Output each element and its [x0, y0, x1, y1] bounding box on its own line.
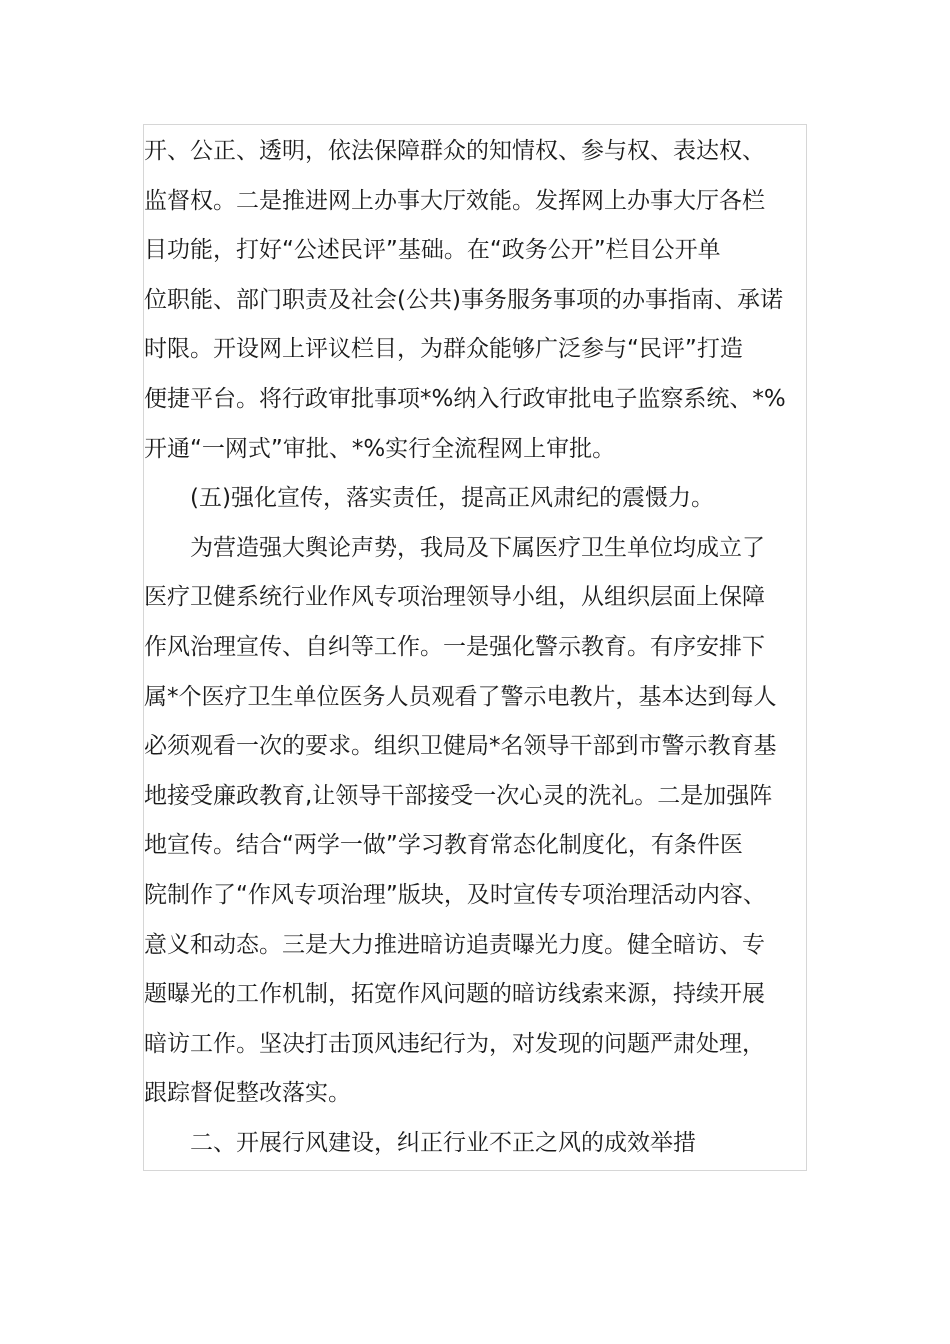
text-line: 地接受廉政教育,让领导干部接受一次心灵的洗礼。二是加强阵: [144, 782, 773, 809]
text-line: 时限。开设网上评议栏目，为群众能够广泛参与“民评”打造: [144, 336, 743, 363]
chapter-heading: 二、开展行风建设，纠正行业不正之风的成效举措: [190, 1129, 696, 1156]
text-line: 医疗卫健系统行业作风专项治理领导小组，从组织层面上保障: [144, 584, 765, 611]
text-line: 暗访工作。坚决打击顶风违纪行为，对发现的问题严肃处理，: [144, 1030, 765, 1057]
paragraph-start: 为营造强大舆论声势，我局及下属医疗卫生单位均成立了: [190, 534, 765, 561]
text-line: 位职能、部门职责及社会(公共)事务服务事项的办事指南、承诺: [144, 286, 783, 313]
text-line: 跟踪督促整改落实。: [144, 1080, 351, 1107]
text-line: 属*个医疗卫生单位医务人员观看了警示电教片，基本达到每人: [144, 683, 777, 710]
text-line: 便捷平台。将行政审批事项*%纳入行政审批电子监察系统、*%: [144, 385, 786, 412]
text-line: 地宣传。结合“两学一做”学习教育常态化制度化，有条件医: [144, 832, 743, 859]
text-line: 意义和动态。三是大力推进暗访追责曝光力度。健全暗访、专: [144, 931, 765, 958]
text-line: 目功能，打好“公述民评”基础。在“政务公开”栏目公开单: [144, 237, 721, 264]
section-heading: (五)强化宣传，落实责任，提高正风肃纪的震慑力。: [190, 485, 714, 512]
text-line: 监督权。二是推进网上办事大厅效能。发挥网上办事大厅各栏: [144, 187, 765, 214]
text-line: 开通“一网式”审批、*%实行全流程网上审批。: [144, 435, 616, 462]
text-line: 作风治理宣传、自纠等工作。一是强化警示教育。有序安排下: [144, 633, 765, 660]
text-line: 开、公正、透明，依法保障群众的知情权、参与权、表达权、: [144, 138, 765, 164]
text-line: 院制作了“作风专项治理”版块，及时宣传专项治理活动内容、: [144, 881, 766, 908]
document-body: [144, 127, 812, 1168]
text-line: 必须观看一次的要求。组织卫健局*名领导干部到市警示教育基: [144, 733, 777, 760]
text-line: 题曝光的工作机制，拓宽作风问题的暗访线索来源，持续开展: [144, 981, 765, 1008]
